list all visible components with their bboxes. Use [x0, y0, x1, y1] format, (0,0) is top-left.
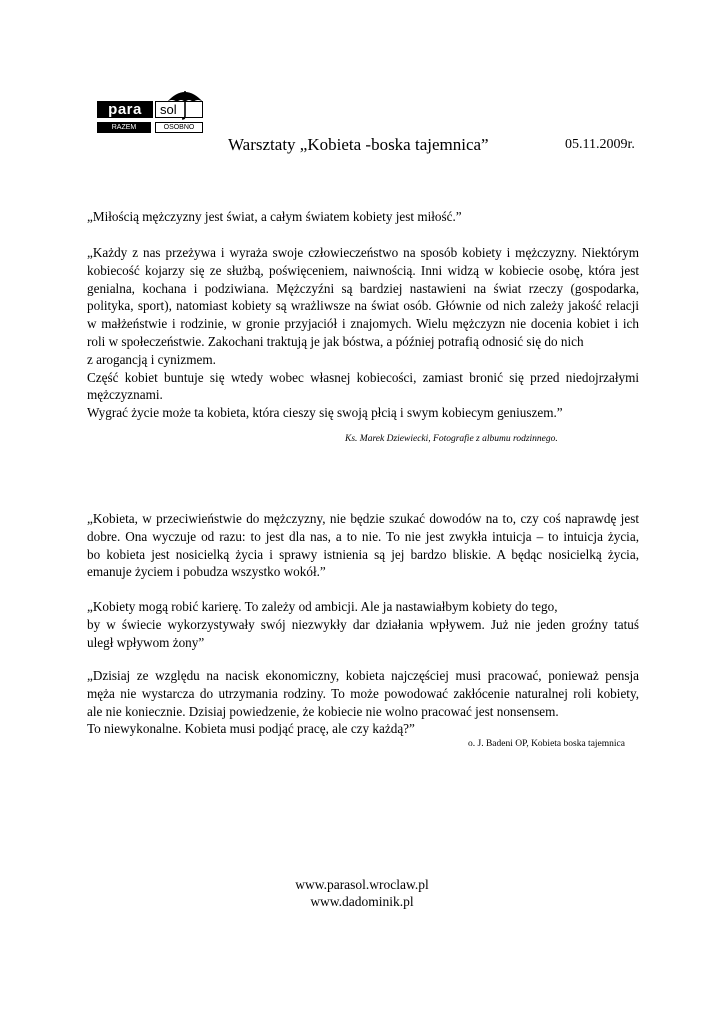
logo-caption-osobno: OSOBNO [155, 122, 203, 133]
quote-love [87, 208, 639, 226]
quote-line: genialna, kochana i podziwiana. Mężczyźni są bardziej nastawieni na świat rzeczy (gospodarka, [87, 280, 639, 296]
quote-dziewiecki [87, 244, 639, 422]
quote-line: z arogancją i cynizmem. [87, 351, 216, 367]
citation-dziewiecki: Ks. Marek Dziewiecki, Fotografie z albumu rodzinnego. [345, 434, 558, 444]
umbrella-icon [165, 88, 205, 120]
document-title: Warsztaty „Kobieta -boska tajemnica” [228, 135, 489, 154]
quote-line: dobre. Ona wyczuje od razu: to jest dla nas, a to nie. To nie jest zwykła intuicja – to intuicja życia, [87, 528, 639, 544]
logo-word-sol: sol [155, 101, 203, 118]
citation-badeni: o. J. Badeni OP, Kobieta boska tajemnica [468, 739, 625, 749]
quote-line: Wygrać życie może ta kobieta, która cieszy się swoją płcią i swym kobiecym geniuszem.” [87, 405, 563, 421]
quote-line: w małżeństwie i rodzinie, w gronie przyjaciół i znajomych. Wielu mężczyzn nie docenia kobiet i ich [87, 316, 639, 332]
document-date: 05.11.2009r. [565, 137, 635, 152]
quote-line: emanuje życiem i pobudza wszystko wokół.” [87, 564, 326, 580]
quote-line: męża nie wystarcza do utrzymania rodziny. To może powodować zakłócenie naturalnej roli kobiety, [87, 685, 639, 701]
quote-line: roli w społeczeństwie. Zakochani traktują je jak bóstwa, a później potrafią odnosić się do nich [87, 333, 584, 349]
quote-line: „Miłością mężczyzny jest świat, a całym światem kobiety jest miłość.” [87, 209, 462, 224]
quote-line: uległ wpływom żony” [87, 634, 205, 650]
footer-links [0, 876, 724, 910]
quote-line: To niewykonalne. Kobieta musi podjąć pracę, ale czy każdą?” [87, 721, 415, 737]
quote-line: Część kobiet buntuje się wtedy wobec własnej kobiecości, zamiast bronić się przed niedojrzałymi [87, 369, 639, 385]
footer-link-parasol[interactable]: www.parasol.wroclaw.pl [295, 877, 429, 892]
logo-word-para: para [97, 101, 153, 118]
logo-caption-razem: RAZEM [97, 122, 151, 133]
quote-line: bo kobieta jest nosicielką życia i sprawy istnienia są jej bardzo bliskie. A będąc nosicielką życia, [87, 546, 639, 562]
parasol-logo [97, 92, 209, 136]
quote-line: „Każdy z nas przeżywa i wyraża swoje człowieczeństwo na sposób kobiety i mężczyzny. Niektórym [87, 245, 639, 260]
quote-line: mężczyznami. [87, 387, 163, 403]
quote-line: „Kobieta, w przeciwieństwie do mężczyzny, nie będzie szukać dowodów na to, czy coś naprawdę jest [87, 511, 639, 526]
quote-career [87, 598, 639, 651]
quote-line: by w świecie wykorzystywały swój niezwykły dar działania wpływem. Już nie jeden groźny tatuś [87, 616, 639, 632]
quote-work [87, 667, 639, 738]
quote-line: polityka, sport), natomiast kobiety są wrażliwsze na świat osób. Głównie od nich zależy jakość relacji [87, 298, 639, 314]
quote-line: „Dzisiaj ze względu na nacisk ekonomiczny, kobieta najczęściej musi pracować, ponieważ pensja [87, 668, 639, 683]
quote-line: ale nie koniecznie. Dzisiaj powiedzenie, że kobiecie nie wolno pracować jest nonsensem. [87, 703, 559, 719]
footer-link-dadominik[interactable]: www.dadominik.pl [310, 894, 414, 909]
quote-intuition [87, 510, 639, 581]
quote-line: kobiecość kojarzy się ze służbą, poświęceniem, naiwnością. Inni widzą w kobiecie osobę, która jest [87, 262, 639, 278]
quote-line: „Kobiety mogą robić karierę. To zależy od ambicji. Ale ja nastawiałbym kobiety do tego, [87, 599, 558, 614]
